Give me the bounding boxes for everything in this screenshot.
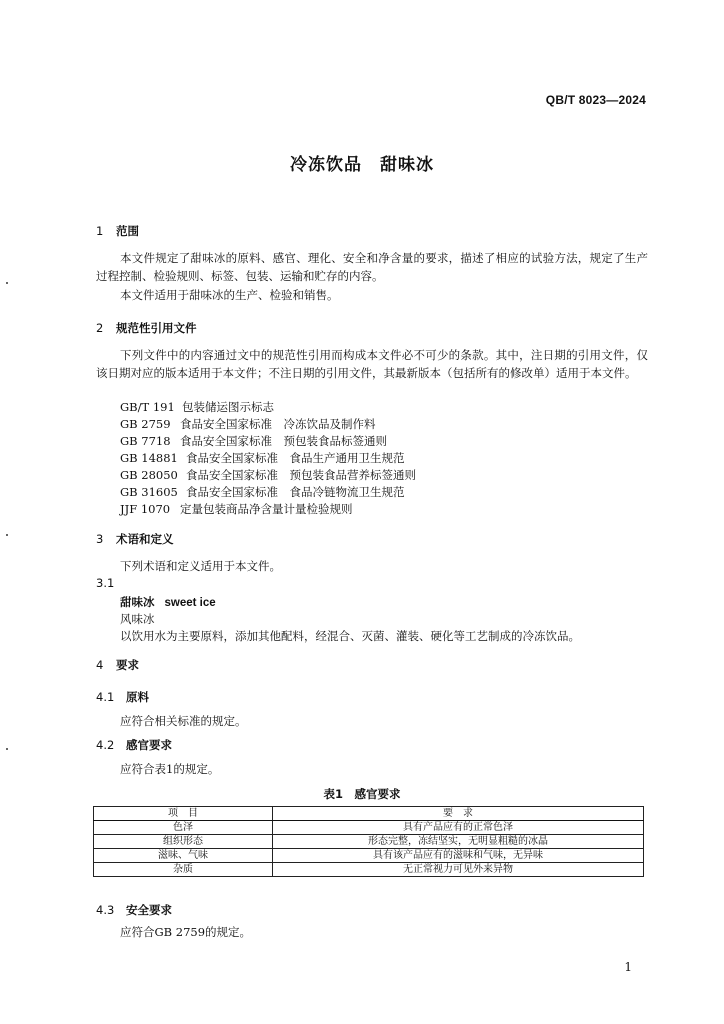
reference-item [120,416,376,432]
standard-code: QB/T 8023—2024 [545,93,646,107]
section-3-heading [96,531,174,547]
section-title: 术语和定义 [116,532,174,546]
table-cell-requirement: 形态完整，冻结坚实，无明显粗糙的冰晶 [273,835,644,849]
reference-code: GB/T 191 [120,400,175,414]
section-1-heading [96,223,139,239]
section-title: 范围 [116,224,139,238]
subsection-4-2-heading [96,737,172,753]
reference-code: JJF 1070 [120,502,171,516]
section-2-paragraph: 下列文件中的内容通过文中的规范性引用而构成本文件必不可少的条款。其中，注日期的引用文件，仅该日期对应的版本适用于本文件；不注日期的引用文件，其最新版本（包括所有的修改单）适用于本文件。 [96,348,648,380]
subsection-title: 安全要求 [126,903,172,917]
table-cell-item: 色泽 [94,821,273,835]
section-number: 3 [96,532,104,546]
term-definition: 以饮用水为主要原料，添加其他配料，经混合、灭菌、灌装、硬化等工艺制成的冷冻饮品。 [120,629,580,643]
subsection-title: 感官要求 [126,738,172,752]
table-cell-item: 组织形态 [94,835,273,849]
reference-title: 食品安全国家标准 食品冷链物流卫生规范 [186,485,405,499]
term-chinese: 甜味冰 [120,595,155,609]
term-number: 3.1 [96,576,115,590]
table-row [94,863,644,877]
reference-code: GB 7718 [120,434,171,448]
table-header-row [94,807,644,821]
subsection-4-3-text: 应符合GB 2759的规定。 [120,925,252,939]
subsection-number: 4.1 [96,690,115,704]
subsection-4-2-text: 应符合表1的规定。 [120,762,220,776]
section-3-paragraph: 下列术语和定义适用于本文件。 [120,559,281,573]
reference-item [120,433,387,449]
table-cell-item: 滋味、气味 [94,849,273,863]
scan-mark [6,282,8,284]
table-row [94,821,644,835]
section-1-paragraph: 本文件适用于甜味冰的生产、检验和销售。 [120,288,339,302]
term-entry [120,594,216,610]
table-cell-requirement: 具有该产品应有的滋味和气味，无异味 [273,849,644,863]
table-row [94,849,644,863]
reference-code: GB 31605 [120,485,178,499]
term-alternative: 风味冰 [120,612,155,626]
section-2-heading [96,320,197,336]
reference-title: 食品安全国家标准 食品生产通用卫生规范 [186,451,405,465]
section-1-paragraph: 本文件规定了甜味冰的原料、感官、理化、安全和净含量的要求，描述了相应的试验方法，规定了生产过程控制、检验规则、标签、包装、运输和贮存的内容。 [96,251,648,283]
reference-item [120,467,416,483]
table-row [94,835,644,849]
reference-code: GB 14881 [120,451,178,465]
scan-mark [6,534,8,536]
reference-title: 食品安全国家标准 预包装食品标签通则 [180,434,387,448]
table-cell-item: 杂质 [94,863,273,877]
page-number: 1 [624,960,632,974]
section-title: 规范性引用文件 [116,321,197,335]
sensory-requirements-table [93,806,644,877]
reference-code: GB 28050 [120,468,178,482]
reference-item [120,450,405,466]
subsection-4-1-heading [96,689,149,705]
section-number: 2 [96,321,104,335]
reference-title: 包装储运图示标志 [182,400,274,414]
term-english: sweet ice [164,597,216,609]
reference-item [120,484,405,500]
reference-code: GB 2759 [120,417,171,431]
table-cell-requirement: 具有产品应有的正常色泽 [273,821,644,835]
column-header-item: 项 目 [94,807,273,821]
subsection-number: 4.2 [96,738,115,752]
column-header-requirement: 要 求 [273,807,644,821]
subsection-4-3-heading [96,902,172,918]
section-title: 要求 [116,658,139,672]
reference-item [120,399,274,415]
section-number: 4 [96,658,104,672]
scan-mark [6,748,8,750]
reference-item [120,501,353,517]
section-4-heading [96,657,139,673]
table-cell-requirement: 无正常视力可见外来异物 [273,863,644,877]
reference-title: 食品安全国家标准 冷冻饮品及制作料 [180,417,376,431]
subsection-4-1-text: 应符合相关标准的规定。 [120,714,247,728]
subsection-title: 原料 [126,690,149,704]
table-caption: 表1 感官要求 [323,787,401,801]
reference-title: 定量包装商品净含量计量检验规则 [180,502,353,516]
subsection-number: 4.3 [96,903,115,917]
page-title: 冷冻饮品 甜味冰 [290,155,434,175]
section-number: 1 [96,224,104,238]
reference-title: 食品安全国家标准 预包装食品营养标签通则 [186,468,416,482]
